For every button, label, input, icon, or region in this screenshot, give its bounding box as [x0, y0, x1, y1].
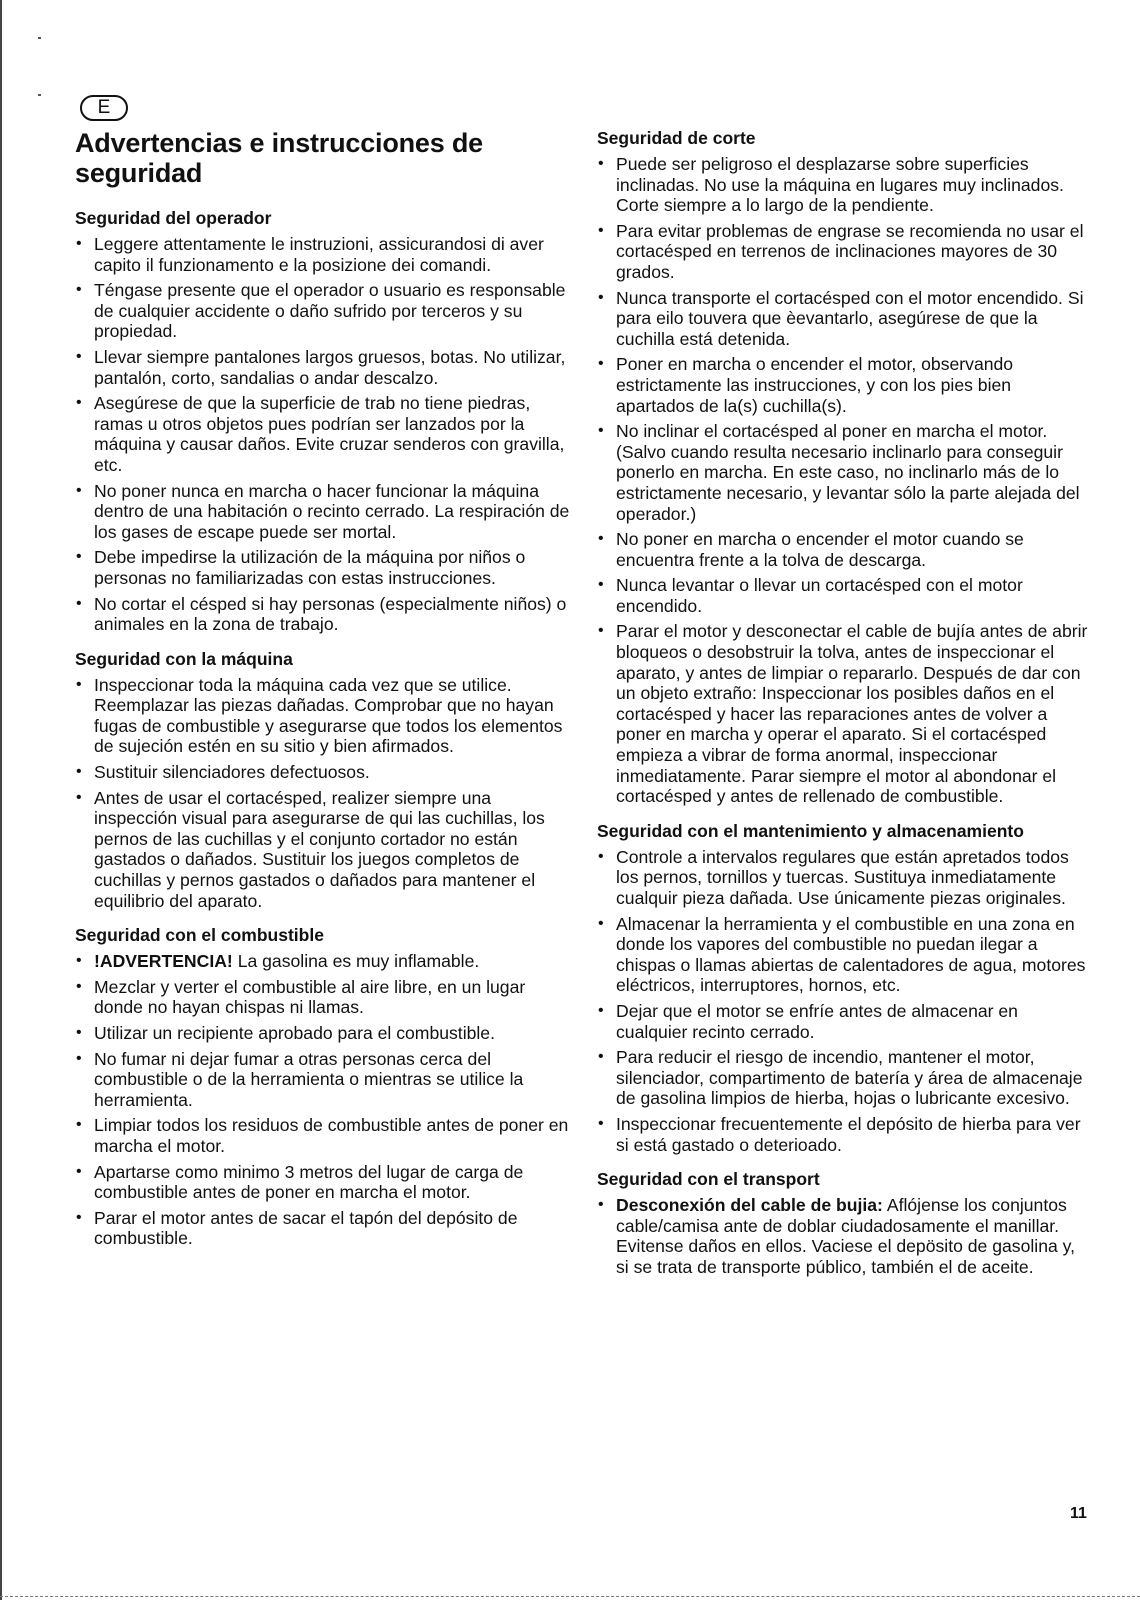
bullet-lead: !ADVERTENCIA! — [94, 951, 233, 972]
bullet-text: Poner en marcha o encender el motor, observando estrictamente las instrucciones, y con los pies bien apartados de la(s) cuchilla(s). — [616, 354, 1014, 416]
scan-edge-left — [0, 0, 2, 1600]
bullet-text: Controle a intervalos regulares que están apretados todos los pernos, tornillos y tuercas. Sustituya inmediatamente cualquir pieza dañada. Use únicamente piezas originales. — [616, 846, 1069, 908]
section-heading: Seguridad con la máquina — [75, 648, 293, 669]
bullet-item — [75, 1208, 575, 1249]
bullet-list — [597, 847, 1090, 1155]
bullet-text: Antes de usar el cortacésped, realizer siempre una inspección visual para asegurarse de qui las cuchillas, los pernos de las cuchillas y el conjunto cortador no están gastados o dañados. Sustituir los juegos completos de cuchillas y pernos gastados o dañados para mantener el equilibrio del aparato. — [94, 787, 545, 911]
section — [597, 128, 1090, 807]
bullet-item — [75, 977, 575, 1018]
section — [75, 649, 575, 912]
section-heading: Seguridad del operador — [75, 208, 272, 228]
bullet-list — [75, 234, 575, 635]
bullet-text: Utilizar un recipiente aprobado para el combustible. — [94, 1023, 495, 1043]
bullet-text: Inspeccionar frecuentemente el depósito de hierba para ver si está gastado o deterioado. — [616, 1113, 1081, 1155]
bullet-item — [597, 529, 1090, 570]
bullet-text: Para reducir el riesgo de incendio, mantener el motor, silenciador, compartimento de batería y área de almacenaje de gasolina limpios de hierba, hojas o lubricante excesivo. — [616, 1047, 1083, 1109]
page-number: 11 — [1070, 1505, 1087, 1522]
section — [75, 208, 575, 635]
bullet-item — [597, 354, 1090, 416]
bullet-text: Sustituir silenciadores defectuosos. — [94, 762, 370, 783]
scan-speck — [38, 94, 41, 96]
bullet-lead: Desconexión del cable de bujia: — [616, 1195, 883, 1216]
bullet-item — [597, 221, 1090, 283]
bullet-list — [75, 675, 575, 912]
bullet-item — [597, 288, 1090, 350]
bullet-item — [75, 1162, 575, 1203]
bullet-item — [597, 154, 1090, 216]
bullet-text: No poner nunca en marcha o hacer funcionar la máquina dentro de una habitación o recinto cerrado. La respiración de los gases de escape puede ser mortal. — [94, 480, 570, 542]
bullet-list — [597, 1195, 1090, 1277]
bullet-text: Asegúrese de que la superficie de trab no tiene piedras, ramas u otros objetos pues podrían ser lanzados por la máquina y causar daños. Evite cruzar senderos con gravilla, etc. — [94, 393, 565, 475]
bullet-item — [597, 1001, 1090, 1042]
scan-edge-bottom — [0, 1596, 1140, 1598]
bullet-text: Aflójense los conjuntos cable/camisa ante de doblar ciudadosamente el manillar. Evitense daños en ellos. Vaciese el depösito de gasolina y, si se trata de transporte público, también el de aceite. — [616, 1195, 1076, 1277]
bullet-item — [75, 951, 575, 972]
bullet-item — [597, 847, 1090, 909]
section-heading: Seguridad de corte — [597, 128, 756, 148]
page-title: Advertencias e instrucciones de seguridad — [75, 128, 483, 188]
bullet-item — [75, 762, 575, 783]
bullet-text: Para evitar problemas de engrase se recomienda no usar el cortacésped en terrenos de inclinaciones mayores de 30 grados. — [616, 220, 1084, 282]
bullet-text: Téngase presente que el operador o usuario es responsable de cualquier accidente o daño sufrido por terceros y su propiedad. — [94, 280, 566, 342]
bullet-text: No inclinar el cortacésped al poner en marcha el motor. (Salvo cuando resulta necesario inclinarlo para conseguir ponerlo en marcha. En este caso, no inclinarlo más de lo estrictamente necesario, y levantar sólo la parte alejada del operador.) — [616, 421, 1080, 524]
bullet-item — [597, 1195, 1090, 1277]
section — [597, 1169, 1090, 1277]
section-heading: Seguridad con el mantenimiento y almacenamiento — [597, 820, 1024, 841]
bullet-text: Nunca levantar o llevar un cortacésped con el motor encendido. — [616, 575, 1023, 616]
bullet-text: Limpiar todos los residuos de combustible antes de poner en marcha el motor. — [94, 1115, 569, 1156]
bullet-item — [75, 393, 575, 475]
scan-speck — [38, 37, 41, 39]
bullet-item — [597, 914, 1090, 996]
bullet-item — [75, 675, 575, 757]
bullet-text: Mezclar y verter el combustible al aire libre, en un lugar donde no hayan chispas ni llamas. — [94, 976, 526, 1018]
bullet-text: Apartarse como minimo 3 metros del lugar de carga de combustible antes de poner en marcha el motor. — [94, 1161, 524, 1203]
bullet-text: No poner en marcha o encender el motor cuando se encuentra frente a la tolva de descarga. — [616, 529, 1024, 570]
bullet-text: Puede ser peligroso el desplazarse sobre superficies inclinadas. No use la máquina en lugares muy inclinados. Corte siempre a lo largo de la pendiente. — [616, 154, 1064, 216]
bullet-item — [75, 280, 575, 342]
bullet-item — [597, 1114, 1090, 1155]
bullet-text: Debe impedirse la utilización de la máquina por niños o personas no familiarizadas con estas instrucciones. — [94, 547, 526, 588]
bullet-item — [75, 1049, 575, 1111]
bullet-item — [597, 421, 1090, 524]
bullet-text: Dejar que el motor se enfríe antes de almacenar en cualquier recinto cerrado. — [616, 1000, 1018, 1042]
bullet-item — [75, 234, 575, 275]
bullet-text: Nunca transporte el cortacésped con el motor encendido. Si para eilo touvera que èevantarlo, asegúrese de que la cuchilla está detenida. — [616, 287, 1084, 349]
bullet-item — [597, 621, 1090, 806]
bullet-list — [597, 154, 1090, 807]
bullet-text: Leggere attentamente le instruzioni, assicurandosi di aver capito il funzionamento e la posizione dei comandi. — [94, 234, 544, 275]
bullet-text: Llevar siempre pantalones largos gruesos, botas. No utilizar, pantalón, corto, sandalias o andar descalzo. — [94, 346, 566, 388]
section — [597, 821, 1090, 1155]
right-column — [597, 128, 1090, 1292]
left-column — [75, 128, 575, 1263]
bullet-list — [75, 951, 575, 1249]
section-heading: Seguridad con el combustible — [75, 925, 324, 946]
bullet-text: No fumar ni dejar fumar a otras personas cerca del combustible o de la herramienta o mientras se utilice la herramienta. — [94, 1048, 524, 1110]
bullet-item — [75, 1023, 575, 1044]
bullet-item — [75, 594, 575, 635]
bullet-item — [597, 1047, 1090, 1109]
section — [75, 925, 575, 1249]
bullet-item — [75, 481, 575, 543]
bullet-item — [75, 347, 575, 388]
bullet-item — [597, 575, 1090, 616]
bullet-text: Parar el motor y desconectar el cable de bujía antes de abrir bloqueos o desobstruir la tolva, antes de inspeccionar el aparato, y antes de limpiar o repararlo. Después de dar con un objeto extraño: Inspeccionar los posibles daños en el cortacésped y hacer las reparaciones antes de volver a poner en marcha y operar el aparato. Si el cortacésped empieza a vibrar de forma anormal, inspeccionar inmediatamente. Parar siempre el motor al abondonar el cortacésped y antes de rellenado de combustible. — [616, 621, 1088, 807]
bullet-item — [75, 788, 575, 912]
bullet-item — [75, 547, 575, 588]
bullet-item — [75, 1115, 575, 1156]
bullet-text: La gasolina es muy inflamable. — [237, 951, 480, 972]
section-heading: Seguridad con el transport — [597, 1169, 820, 1190]
bullet-text: Parar el motor antes de sacar el tapón del depósito de combustible. — [94, 1207, 518, 1249]
language-badge: E — [80, 95, 128, 121]
right-sections — [597, 128, 1090, 1278]
left-sections — [75, 208, 575, 1249]
bullet-text: Inspeccionar toda la máquina cada vez que se utilice. Reemplazar las piezas dañadas. Comprobar que no hayan fugas de combustible y asegurarse que todos los elementos de sujeción estén en su sitio y bien afirmados. — [94, 674, 563, 757]
bullet-text: No cortar el césped si hay personas (especialmente niños) o animales en la zona de trabajo. — [94, 593, 567, 635]
bullet-text: Almacenar la herramienta y el combustible en una zona en donde los vapores del combustible no puedan ilegar a chispas o llamas abiertas de calentadores de agua, motores eléctricos, interruptores, hornos, etc. — [616, 913, 1086, 996]
